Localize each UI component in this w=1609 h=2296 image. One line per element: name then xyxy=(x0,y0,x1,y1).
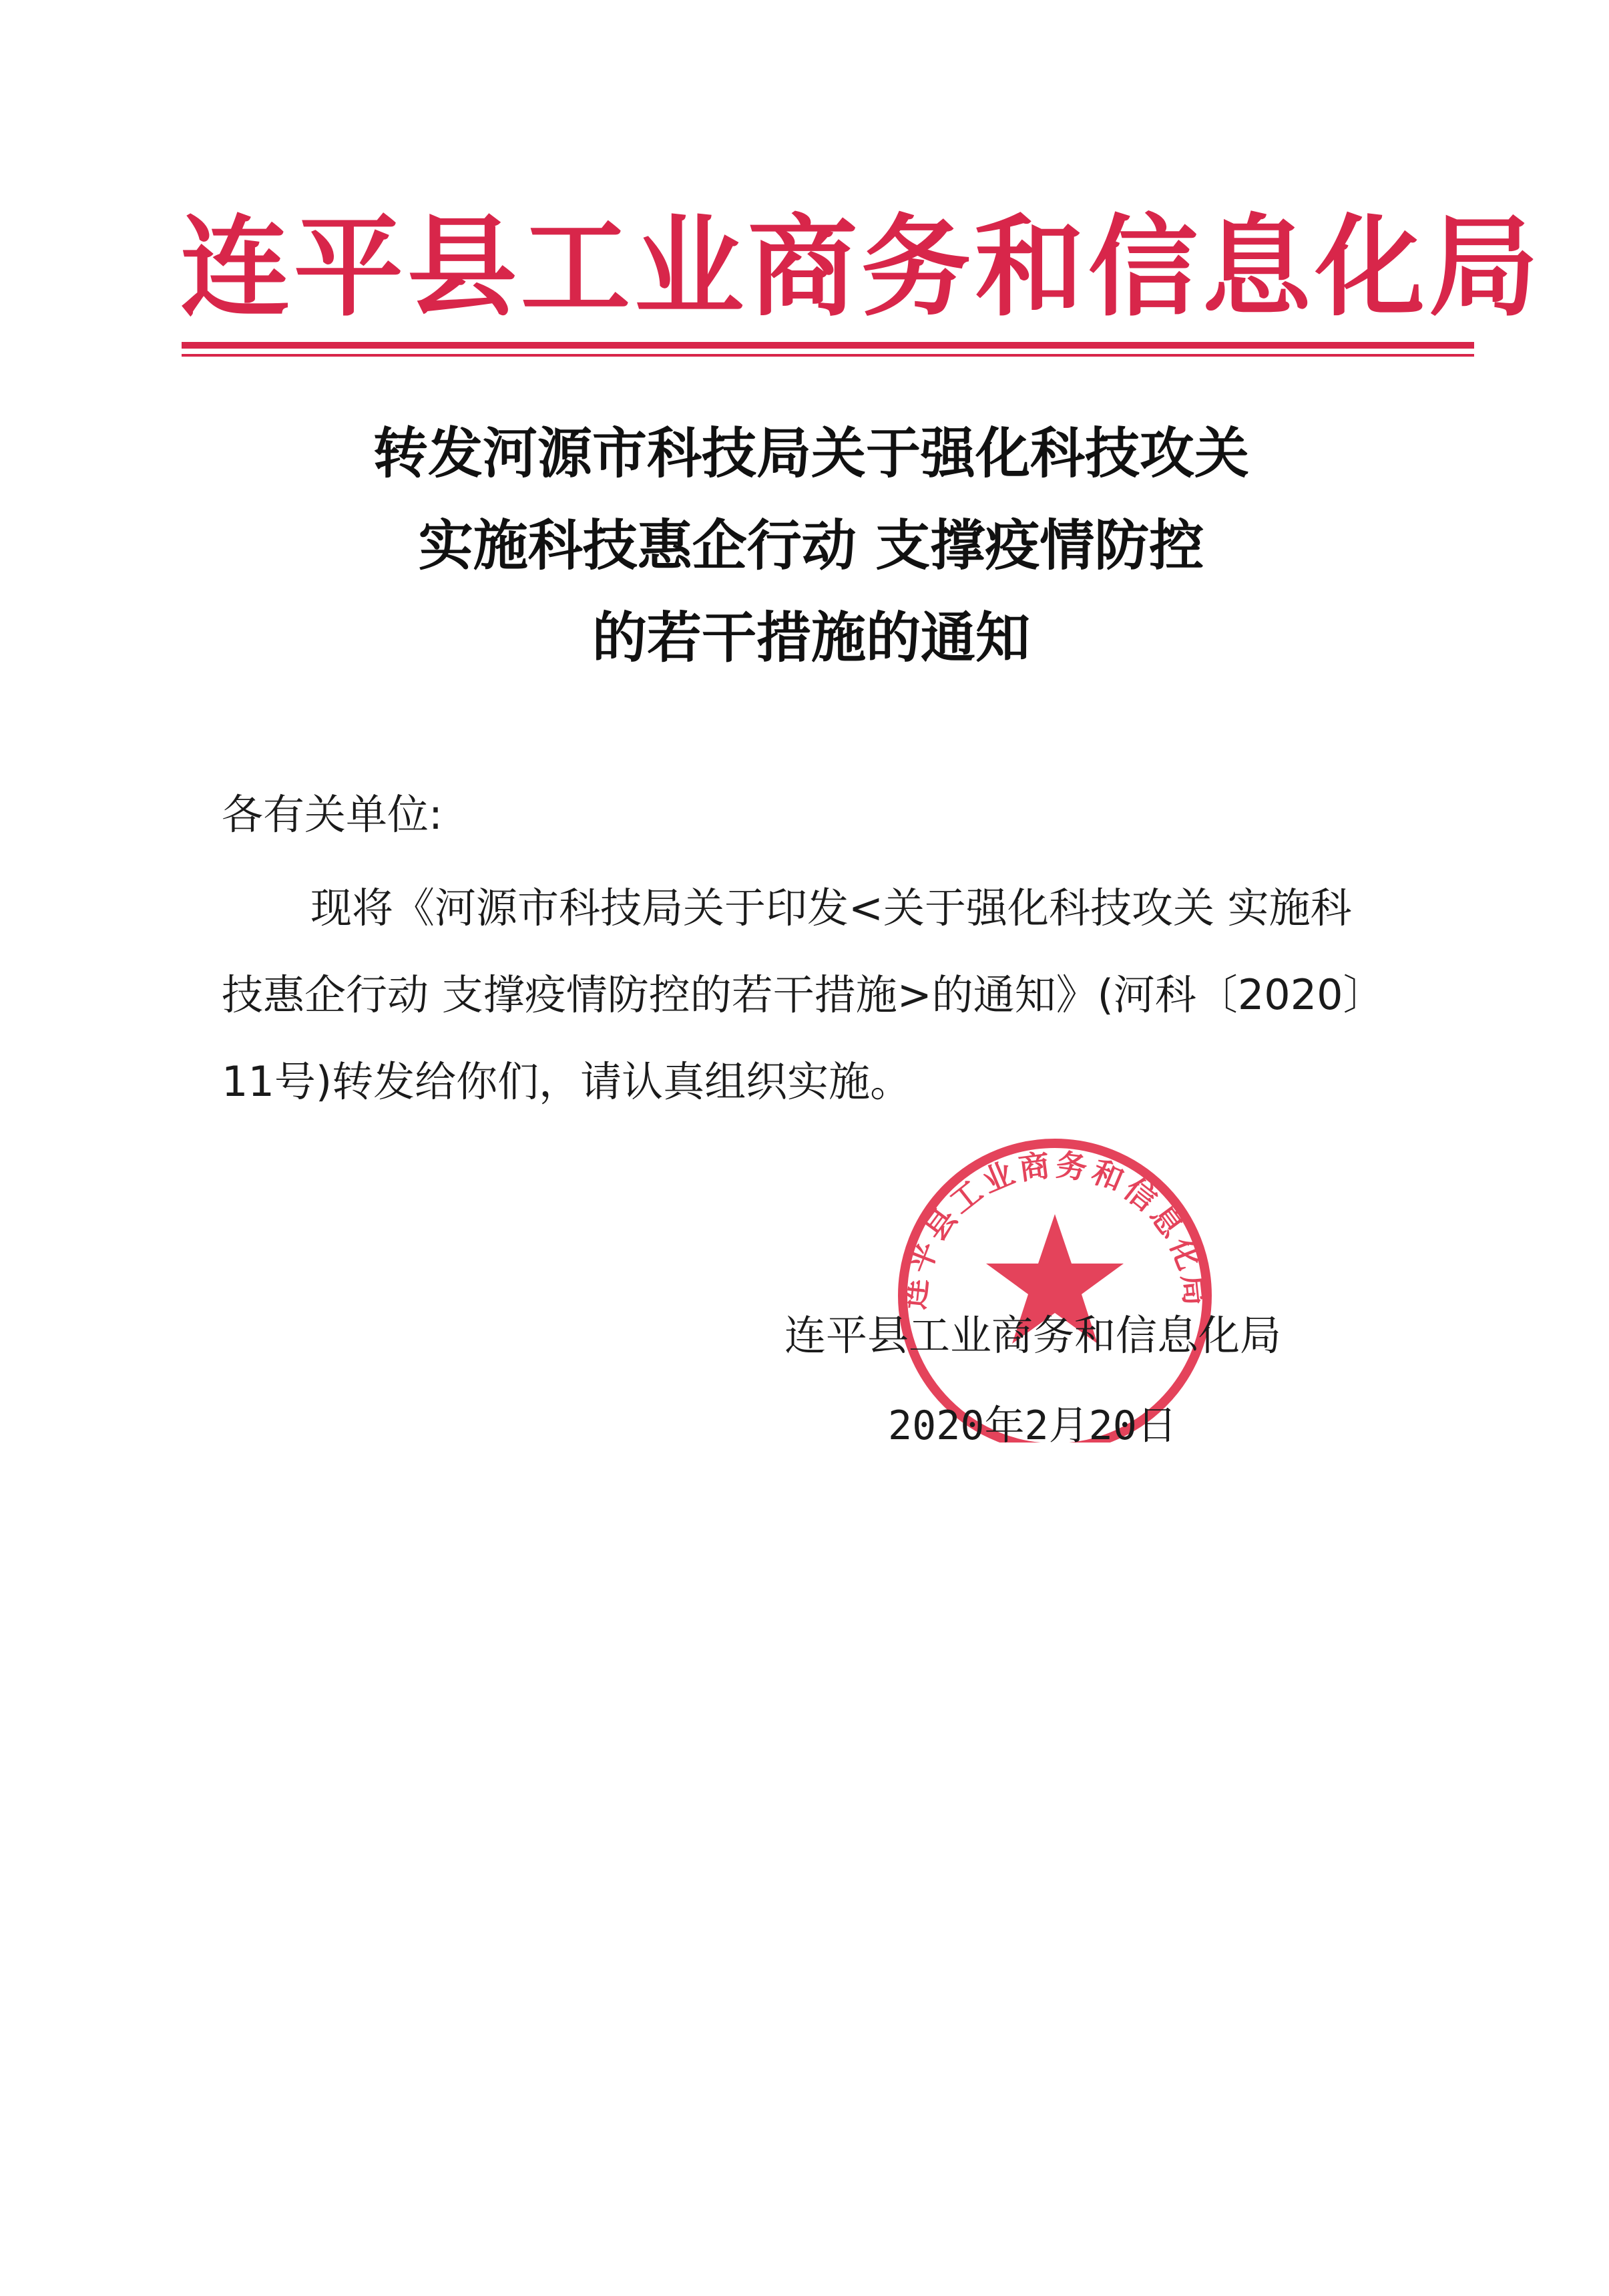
official-seal xyxy=(881,1135,1228,1443)
letterhead-rule-thick xyxy=(182,342,1474,349)
signature-date: 2020年2月20日 xyxy=(888,1402,1177,1449)
letterhead-rule-thin xyxy=(182,354,1474,357)
body-line-3: 11号)转发给你们，请认真组织实施。 xyxy=(222,1057,912,1106)
letterhead-title: 连平县工业商务和信息化局 xyxy=(180,202,1543,331)
signature-issuer: 连平县工业商务和信息化局 xyxy=(784,1311,1282,1360)
seal-text: 连平县工业商务和信息化局 xyxy=(895,1146,1215,1312)
title-line-3: 的若干措施的通知 xyxy=(592,606,1030,670)
salutation: 各有关单位: xyxy=(222,790,443,839)
title-line-1: 转发河源市科技局关于强化科技攻关 xyxy=(373,421,1249,486)
notice-title xyxy=(200,407,1422,684)
body-line-1: 现将《河源市科技局关于印发<关于强化科技攻关 实施科 xyxy=(310,884,1352,932)
title-line-2: 实施科技惠企行动 支撑疫情防控 xyxy=(418,514,1204,578)
body-line-2: 技惠企行动 支撑疫情防控的若干措施>的通知》(河科〔2020〕 xyxy=(222,970,1385,1019)
